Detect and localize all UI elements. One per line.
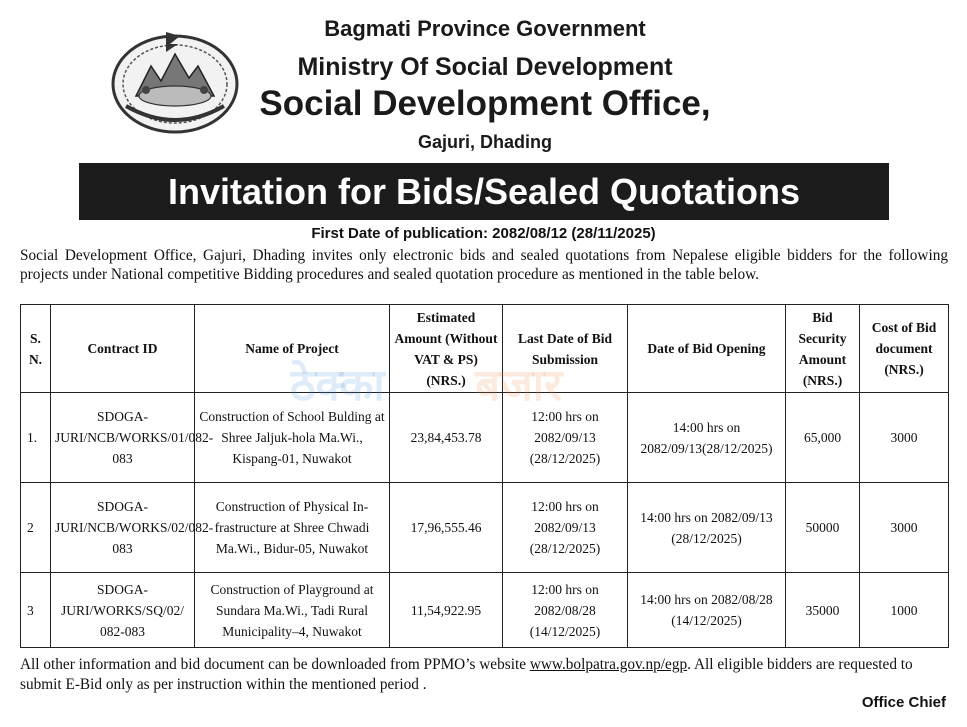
footer-text-before: All other information and bid document can be downloaded from PPMO’s website [20,656,530,673]
footer-text-after: . All eligible bidders are requested to submit E-Bid only as per instruction within the mentioned period . [20,656,913,693]
cell-sn: 2 [21,483,51,573]
cell-security-amount: 65,000 [786,393,860,483]
header-opening-date: Date of Bid Opening [628,305,786,393]
table-row [21,483,949,573]
bid-table [20,304,949,648]
cell-estimated-amount: 17,96,555.46 [390,483,503,573]
footer-paragraph [20,655,948,695]
cell-last-date: 12:00 hrs on 2082/08/28 (14/12/2025) [503,573,628,648]
cell-sn: 3 [21,573,51,648]
header-last-date: Last Date of Bid Submission [503,305,628,393]
cell-estimated-amount: 11,54,922.95 [390,573,503,648]
header-contract-id: Contract ID [51,305,195,393]
cell-contract-id: SDOGA-JURI/NCB/WORKS/01/082-083 [51,393,195,483]
cell-document-cost: 1000 [860,573,949,648]
watermark-part2: बजार [475,360,563,411]
cell-security-amount: 35000 [786,573,860,648]
cell-last-date: 12:00 hrs on 2082/09/13 (28/12/2025) [503,393,628,483]
cell-opening-date: 14:00 hrs on 2082/09/13 (28/12/2025) [628,483,786,573]
cell-security-amount: 50000 [786,483,860,573]
government-name: Bagmati Province Government [324,16,646,41]
cell-project: Construction of School Bulding at Shree Jaljuk-hola Ma.Wi., Kispang-01, Nuwakot [195,393,390,483]
cell-document-cost: 3000 [860,483,949,573]
header-security-amount: Bid Security Amount (NRS.) [786,305,860,393]
table-row [21,393,949,483]
publication-date: First Date of publication: 2082/08/12 (28/11/2025) [311,225,656,242]
cell-contract-id: SDOGA-JURI/NCB/WORKS/02/082-083 [51,483,195,573]
intro-paragraph: Social Development Office, Gajuri, Dhading invites only electronic bids and sealed quotations from Nepalese eligible bidders for the following projects under National competitive Bidding procedures and sealed quotation procedure as mentioned in the table below. [20,247,948,283]
cell-estimated-amount: 23,84,453.78 [390,393,503,483]
office-location: Gajuri, Dhading [417,132,552,152]
table-row [21,573,949,648]
cell-document-cost: 3000 [860,393,949,483]
ppmo-website-link[interactable]: www.bolpatra.gov.np/egp [529,656,688,673]
cell-last-date: 12:00 hrs on 2082/09/13 (28/12/2025) [503,483,628,573]
cell-opening-date: 14:00 hrs on 2082/09/13(28/12/2025) [628,393,786,483]
ministry-name: Ministry Of Social Development [297,53,673,81]
notice-title: Invitation for Bids/Sealed Quotations [167,171,801,212]
cell-opening-date: 14:00 hrs on 2082/08/28 (14/12/2025) [628,573,786,648]
header-estimated-amount: Estimated Amount (Without VAT & PS) (NRS.) [390,305,503,393]
cell-sn: 1. [21,393,51,483]
watermark-part1: ठेक्का [290,360,385,411]
table-header-row [21,305,949,393]
office-chief-signature: Office Chief [861,694,946,711]
office-name: Social Development Office, [259,84,711,123]
header-document-cost: Cost of Bid document (NRS.) [860,305,949,393]
header-project: Name of Project [195,305,390,393]
cell-project: Construction of Physical In-frastructure at Shree Chwadi Ma.Wi., Bidur-05, Nuwakot [195,483,390,573]
cell-project: Construction of Playground at Sundara Ma.Wi., Tadi Rural Municipality–4, Nuwakot [195,573,390,648]
header-sn: S. N. [21,305,51,393]
cell-contract-id: SDOGA-JURI/WORKS/SQ/02/ 082-083 [51,573,195,648]
